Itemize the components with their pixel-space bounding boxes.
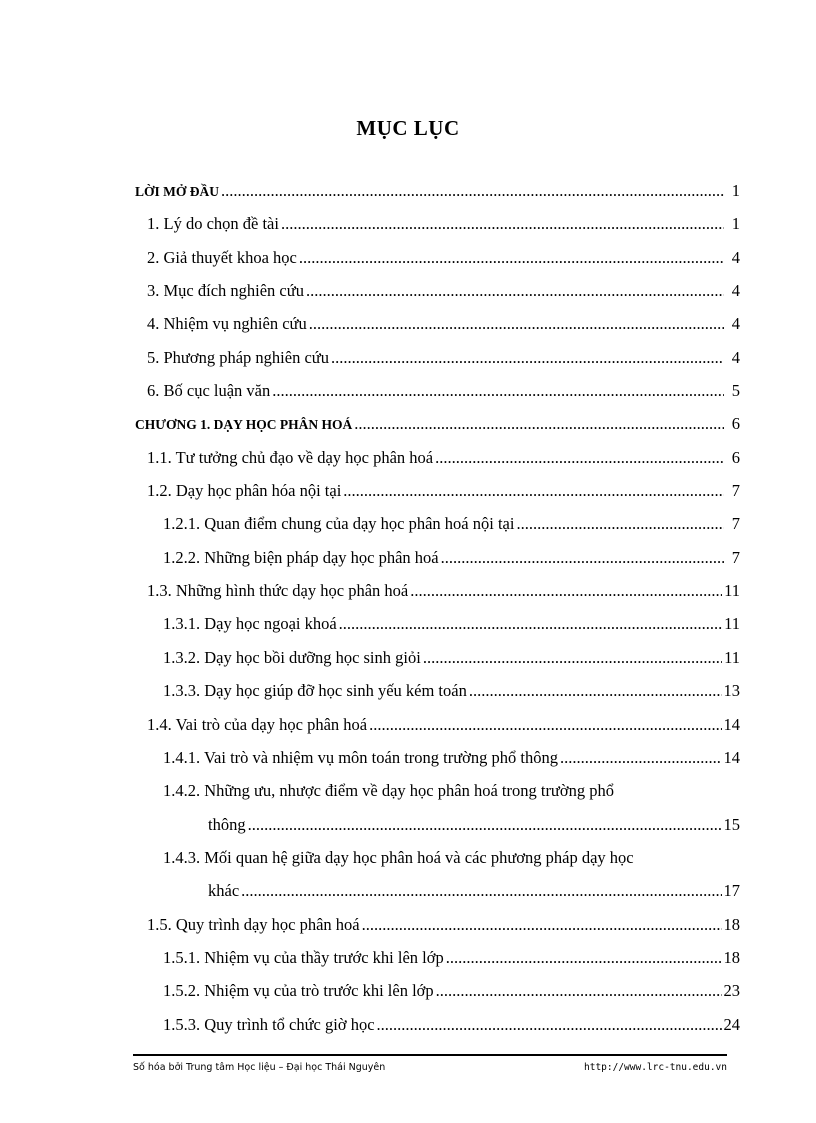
toc-page-number: 4 (731, 314, 740, 334)
footer-url: http://www.lrc-tnu.edu.vn (584, 1062, 727, 1073)
toc-dot-leader (306, 280, 724, 302)
toc-entry-title: 1.1. Tư tưởng chủ đạo về dạy học phân hoá (147, 447, 434, 467)
toc-dot-leader (362, 914, 722, 936)
toc-entry[interactable] (135, 974, 740, 1007)
toc-page-number: 11 (724, 581, 740, 601)
toc-entry[interactable] (135, 741, 740, 774)
toc-dot-leader (436, 980, 722, 1002)
toc-entry[interactable] (135, 708, 740, 741)
toc-page-number: 6 (731, 414, 740, 434)
toc-page-number: 15 (723, 814, 740, 834)
toc-entry-title: 1.5.3. Quy trình tổ chức giờ học (163, 1014, 375, 1034)
toc-dot-leader (369, 714, 721, 736)
table-of-contents (135, 174, 740, 1041)
toc-entry[interactable] (135, 341, 740, 374)
toc-dot-leader (309, 313, 724, 335)
toc-entry-title: 3. Mục đích nghiên cứu (147, 281, 304, 301)
toc-page-number: 4 (731, 347, 740, 367)
toc-entry-title: CHƯƠNG 1. DẠY HỌC PHÂN HOÁ (135, 417, 353, 433)
footer-source: Số hóa bởi Trung tâm Học liệu – Đại học Thái Nguyên (133, 1062, 386, 1073)
toc-page-number: 6 (731, 447, 740, 467)
toc-entry[interactable] (135, 441, 740, 474)
toc-entry-title: 1.5.1. Nhiệm vụ của thầy trước khi lên lớp (163, 947, 444, 967)
toc-dot-leader (469, 680, 722, 702)
toc-entry-title: 1.3.2. Dạy học bồi dưỡng học sinh giỏi (163, 647, 421, 667)
toc-page-number: 5 (731, 381, 740, 401)
toc-entry[interactable] (135, 541, 740, 574)
toc-entry[interactable] (135, 374, 740, 407)
toc-page-number: 17 (723, 881, 740, 901)
toc-entry-title: 1.2.2. Những biện pháp dạy học phân hoá (163, 547, 439, 567)
toc-entry[interactable] (135, 241, 740, 274)
toc-page-number: 4 (731, 281, 740, 301)
toc-page-number: 14 (723, 747, 740, 767)
toc-dot-leader (410, 580, 722, 602)
toc-dot-leader (248, 814, 722, 836)
footer-divider (133, 1054, 727, 1056)
toc-entry-continuation[interactable] (135, 808, 740, 841)
toc-entry-title: 1.3. Những hình thức dạy học phân hoá (147, 581, 409, 601)
toc-page-number: 23 (723, 981, 740, 1001)
toc-page-number: 11 (724, 614, 740, 634)
toc-entry-title: 1.4. Vai trò của dạy học phân hoá (147, 714, 368, 734)
toc-dot-leader (377, 1014, 722, 1036)
toc-page-number: 11 (724, 647, 740, 667)
toc-dot-leader (423, 647, 722, 669)
toc-page-number: 14 (723, 714, 740, 734)
toc-entry-title: khác (208, 881, 240, 901)
toc-entry-continuation[interactable] (135, 874, 740, 907)
toc-entry-title: 1.2.1. Quan điểm chung của dạy học phân hoá nội tại (163, 514, 515, 534)
toc-dot-leader (221, 180, 724, 202)
toc-entry-title: 1.2. Dạy học phân hóa nội tại (147, 481, 342, 501)
toc-entry[interactable] (135, 1008, 740, 1041)
toc-entry-title: 1.4.1. Vai trò và nhiệm vụ môn toán trong trường phổ thông (163, 747, 558, 767)
toc-entry[interactable] (135, 908, 740, 941)
toc-page-number: 13 (723, 681, 740, 701)
toc-page-number: 7 (731, 547, 740, 567)
toc-entry[interactable] (135, 307, 740, 340)
toc-dot-leader (331, 347, 724, 369)
toc-entry[interactable] (135, 607, 740, 640)
toc-entry[interactable] (135, 207, 740, 240)
toc-page-number: 24 (723, 1014, 740, 1034)
toc-entry[interactable] (135, 774, 740, 807)
toc-entry[interactable] (135, 174, 740, 207)
toc-entry[interactable] (135, 574, 740, 607)
toc-entry-title: 5. Phương pháp nghiên cứu (147, 347, 329, 367)
toc-entry[interactable] (135, 274, 740, 307)
toc-dot-leader (241, 880, 721, 902)
toc-entry-title: 1.5. Quy trình dạy học phân hoá (147, 914, 360, 934)
toc-dot-leader (272, 380, 724, 402)
toc-dot-leader (299, 247, 724, 269)
toc-page-number: 7 (731, 481, 740, 501)
toc-entry[interactable] (135, 674, 740, 707)
toc-dot-leader (281, 213, 724, 235)
toc-page-number: 7 (731, 514, 740, 534)
toc-entry[interactable] (135, 641, 740, 674)
toc-entry-title: 1.5.2. Nhiệm vụ của trò trước khi lên lớp (163, 981, 434, 1001)
toc-entry[interactable] (135, 507, 740, 540)
toc-entry-title: 1.3.1. Dạy học ngoại khoá (163, 614, 337, 634)
toc-dot-leader (354, 413, 724, 435)
toc-page-number: 1 (731, 214, 740, 234)
toc-dot-leader (560, 747, 722, 769)
toc-page-number: 18 (723, 947, 740, 967)
toc-entry-title: 2. Giả thuyết khoa học (147, 247, 297, 267)
toc-entry-title: 6. Bố cục luận văn (147, 381, 271, 401)
toc-page-number: 1 (731, 181, 740, 200)
page-title: MỤC LỤC (356, 116, 460, 140)
toc-dot-leader (435, 447, 724, 469)
toc-entry[interactable] (135, 474, 740, 507)
toc-entry-title: 4. Nhiệm vụ nghiên cứu (147, 314, 307, 334)
toc-entry[interactable] (135, 407, 740, 440)
toc-entry[interactable] (135, 941, 740, 974)
toc-entry-title: 1.3.3. Dạy học giúp đỡ học sinh yếu kém toán (163, 681, 467, 701)
toc-entry-title: 1.4.2. Những ưu, nhược điểm về dạy học phân hoá trong trường phổ (163, 781, 614, 801)
toc-entry-title: 1. Lý do chọn đề tài (147, 214, 279, 234)
toc-dot-leader (339, 613, 722, 635)
toc-entry-title: thông (208, 814, 246, 834)
toc-entry-title: 1.4.3. Mối quan hệ giữa dạy học phân hoá và các phương pháp dạy học (163, 847, 634, 867)
toc-dot-leader (446, 947, 722, 969)
toc-page-number: 4 (731, 247, 740, 267)
toc-dot-leader (343, 480, 724, 502)
toc-dot-leader (441, 547, 724, 569)
toc-entry-title: LỜI MỞ ĐẦU (135, 184, 219, 199)
toc-dot-leader (516, 513, 724, 535)
toc-page-number: 18 (723, 914, 740, 934)
toc-entry[interactable] (135, 841, 740, 874)
